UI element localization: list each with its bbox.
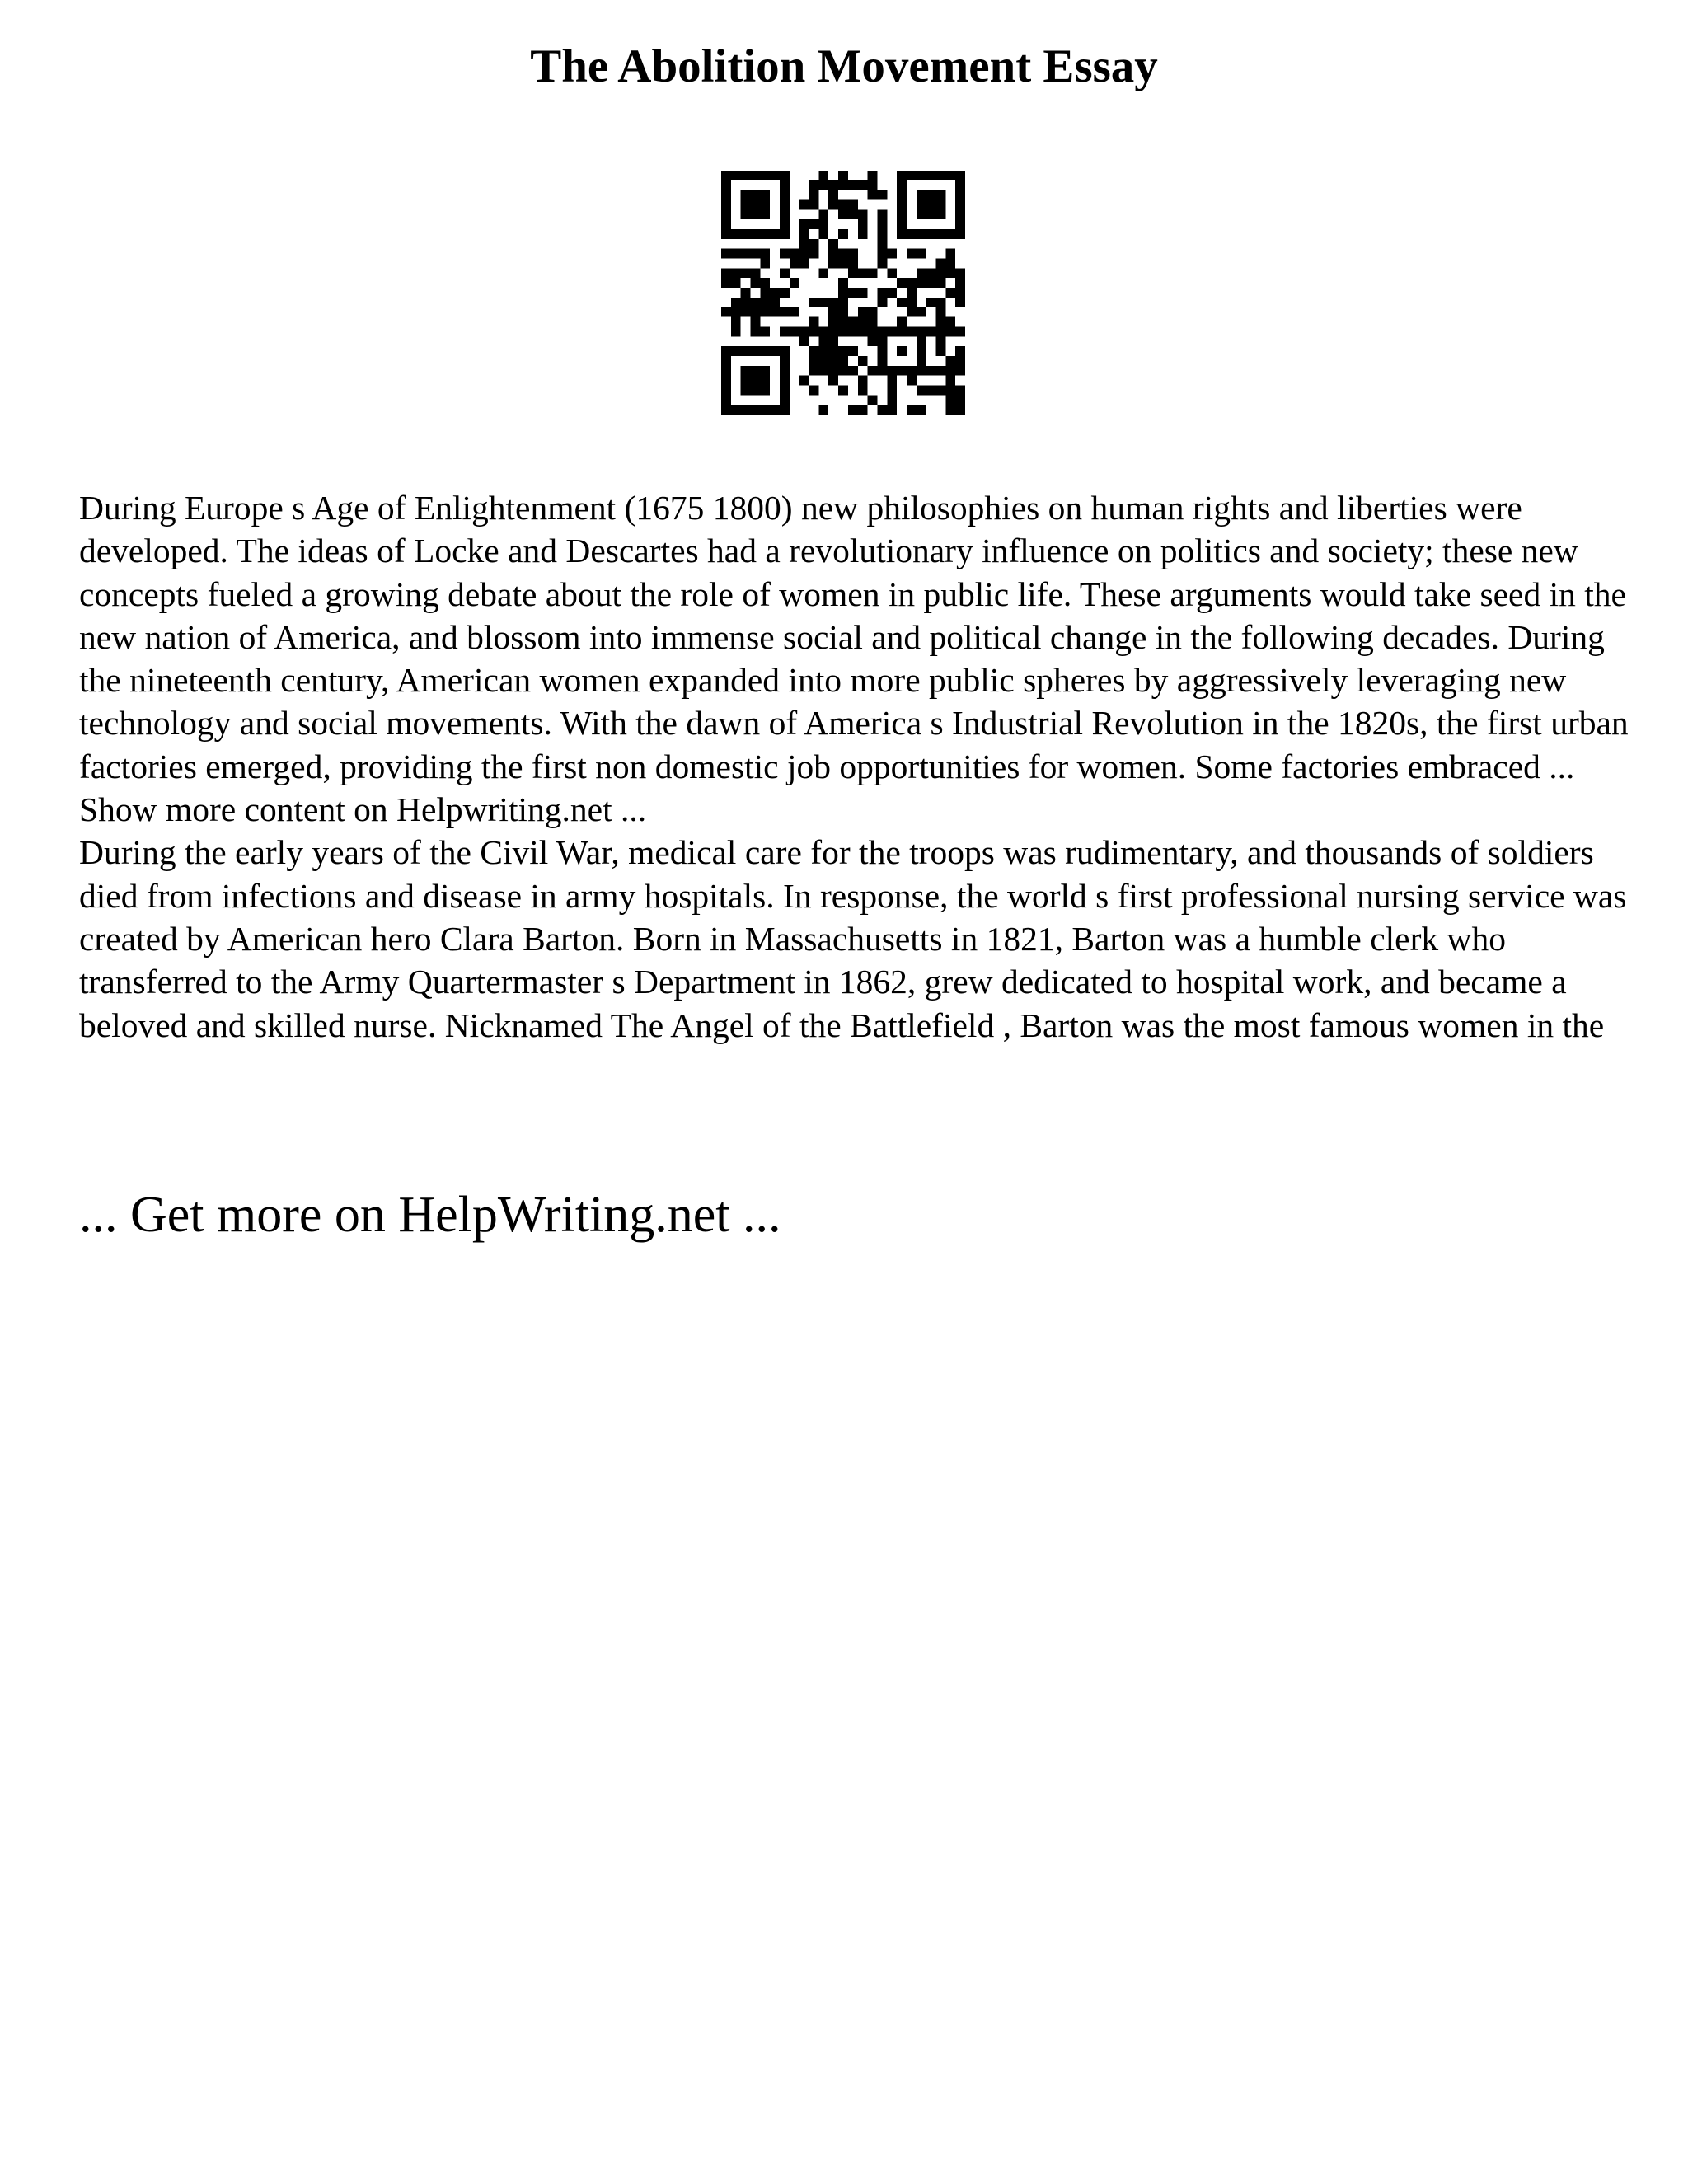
get-more-link[interactable]: ... Get more on HelpWriting.net ... (79, 1187, 781, 1243)
essay-body (79, 486, 1629, 1047)
paragraph-civil-war: During the early years of the Civil War, medical care for the troops was rudimentary, and thousands of soldiers died from infections and disease in army hospitals. In response, the world s first professional nursing service was created by American hero Clara Barton. Born in Massachusetts in 1821, Barton was a humble clerk who transferred to the Army Quartermaster s Department in 1862, grew dedicated to hospital work, and became a beloved and skilled nurse. Nicknamed The Angel of the Battlefield , Barton was the most famous women in the (79, 833, 1627, 1044)
page-title: The Abolition Movement Essay (530, 40, 1158, 92)
paragraph-enlightenment: During Europe s Age of Enlightenment (1675 1800) new philosophies on human rights and liberties were developed. The ideas of Locke and Descartes had a revolutionary influence on politics and society; these new concepts fueled a growing debate about the role of women in public life. These arguments would take seed in the new nation of America, and blossom into immense social and political change in the following decades. During the nineteenth century, American women expanded into more public spheres by aggressively leveraging new technology and social movements. With the dawn of America s Industrial Revolution in the 1820s, the first urban factories emerged, providing the first non domestic job opportunities for women. Some factories embraced ... Show more content on Helpwriting.net ... (79, 489, 1629, 829)
qr-code-icon (721, 171, 965, 415)
